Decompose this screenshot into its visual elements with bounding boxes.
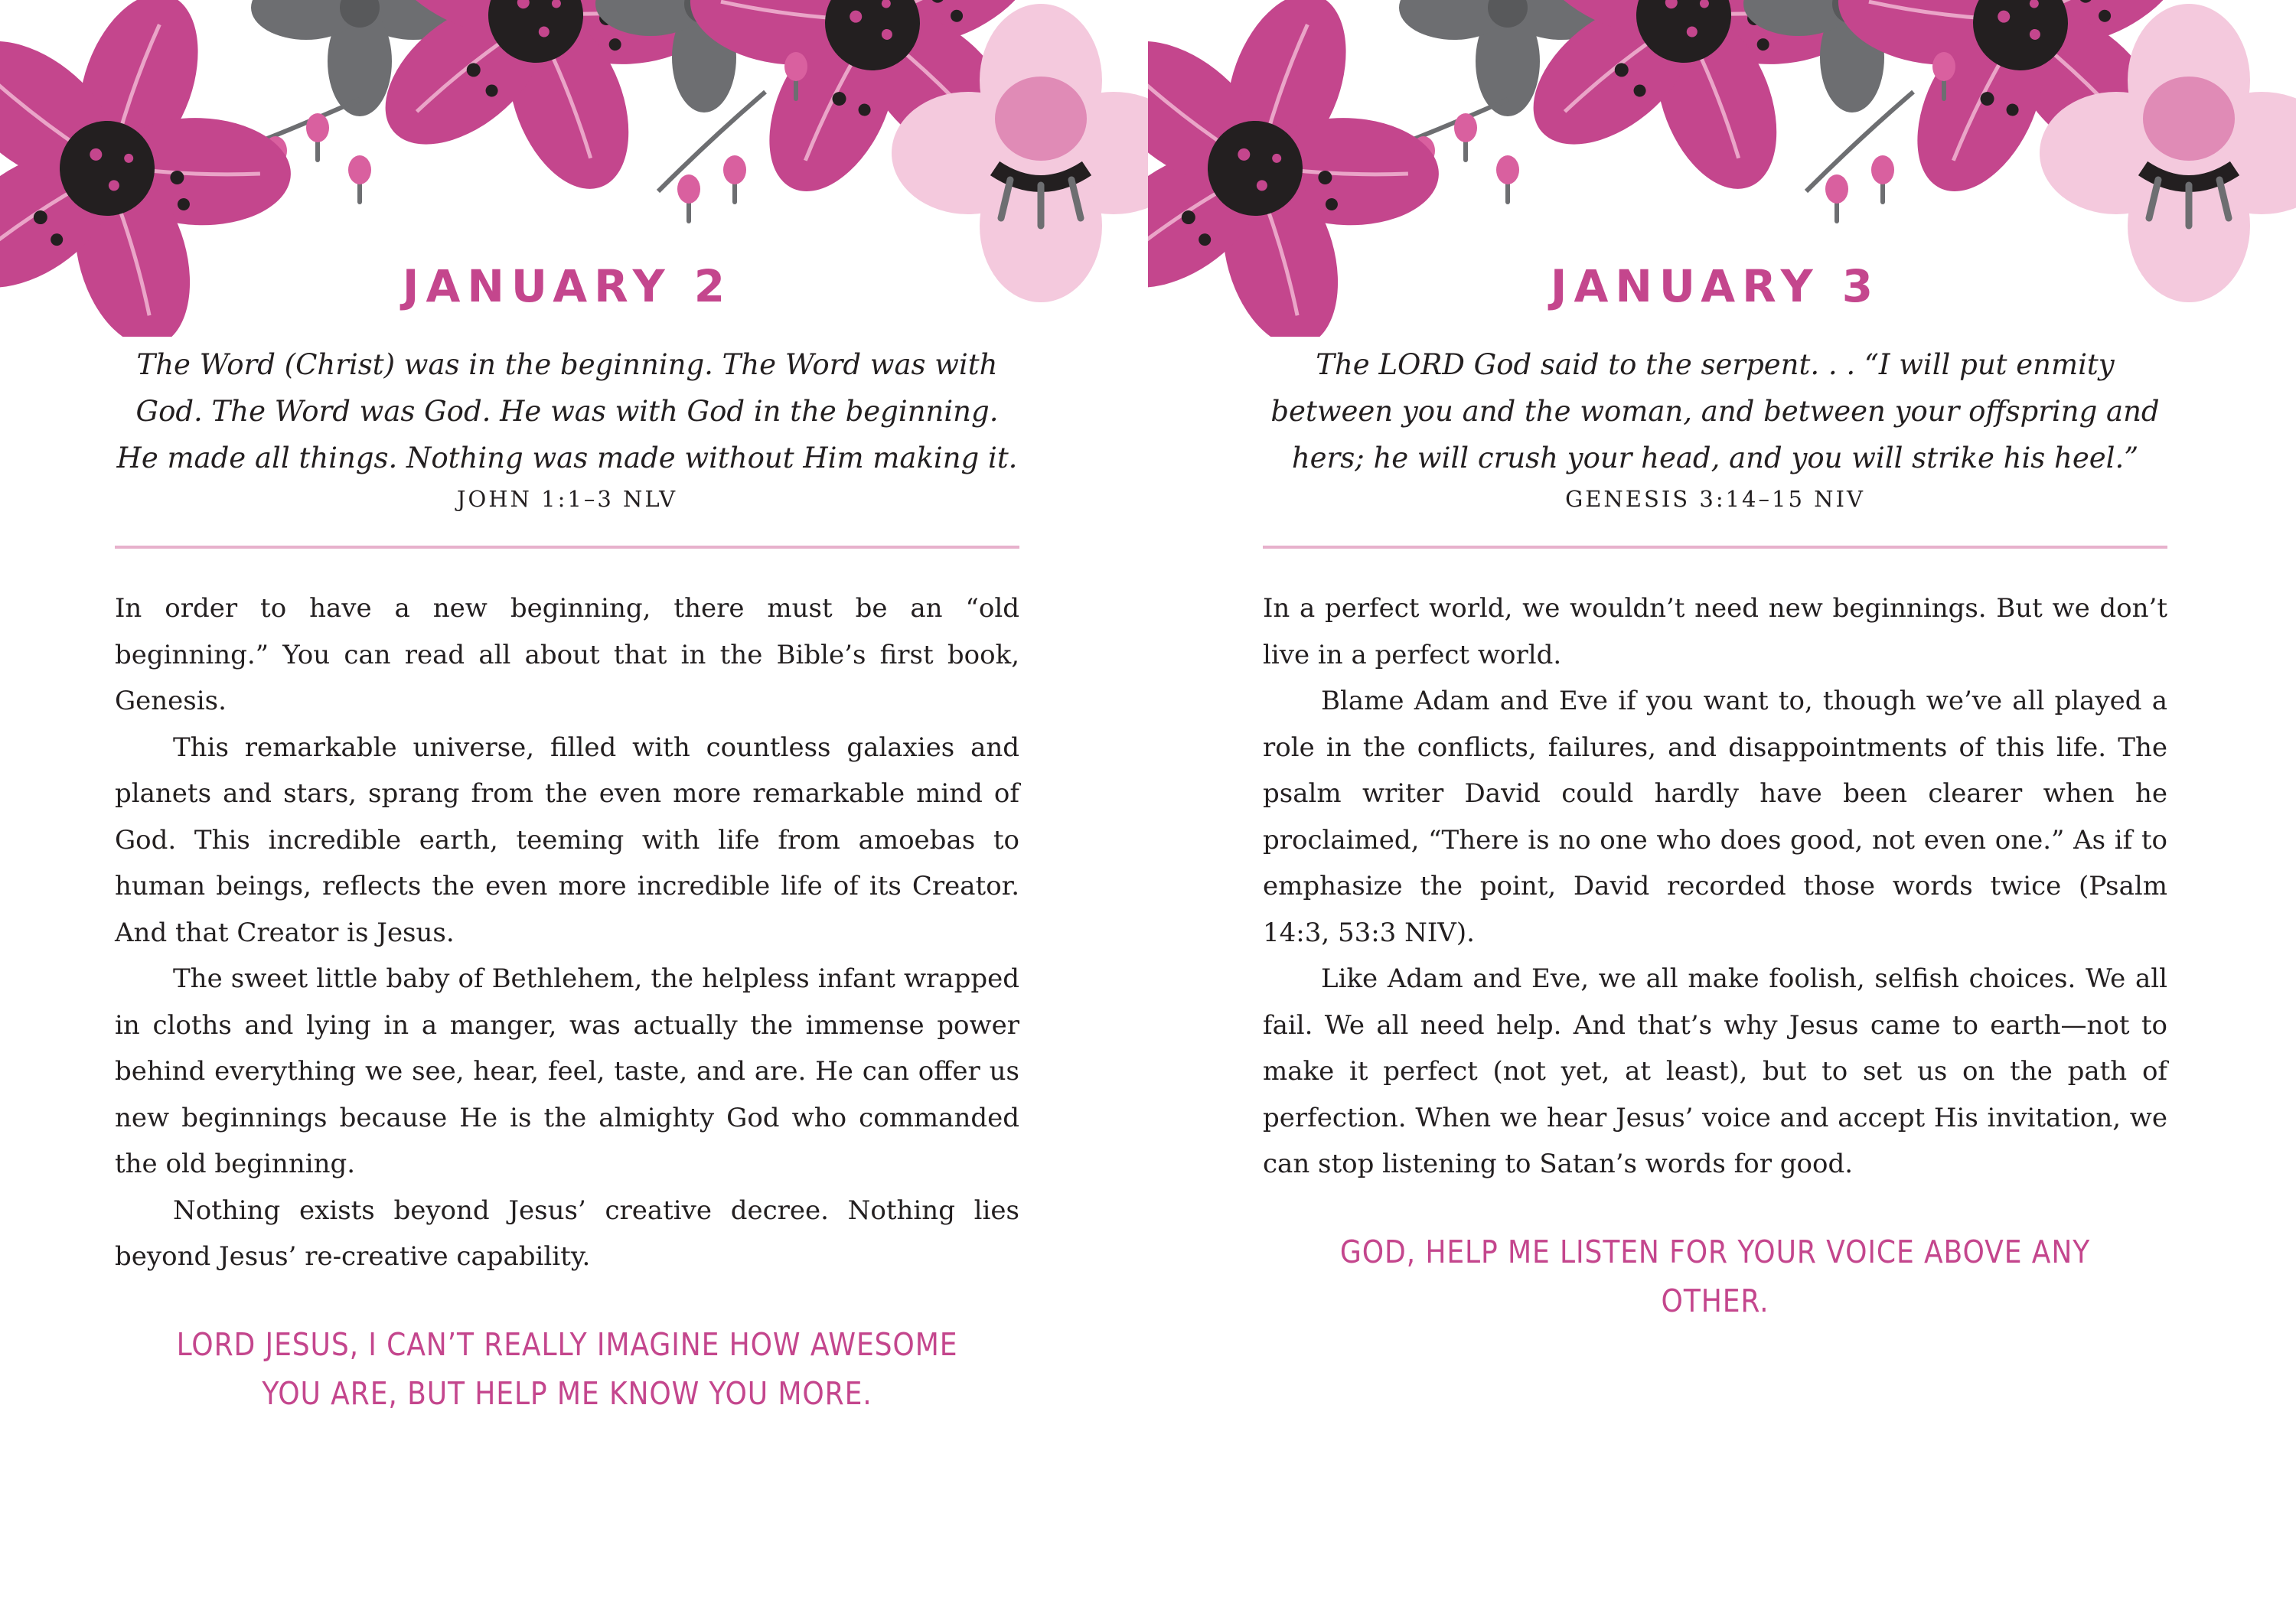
scripture-reference: JOHN 1:1–3 NLV — [456, 486, 678, 512]
body-paragraph: In a perfect world, we wouldn’t need new beginnings. But we don’t live in a perfect world. — [1263, 593, 2167, 670]
body-paragraph: Nothing exists beyond Jesus’ creative decree. Nothing lies beyond Jesus’ re-creative capability. — [115, 1195, 1019, 1272]
body-paragraph: The sweet little baby of Bethlehem, the helpless infant wrapped in cloths and lying in a manger, was actually the immense power behind everything we see, hear, feel, taste, and are. He can offer us new beginnings because He is the almighty God who commanded the old beginning. — [115, 963, 1019, 1179]
divider-rule — [1263, 546, 2167, 549]
closing-prayer: GOD, HELP ME LISTEN FOR YOUR VOICE ABOVE ANY OTHER. — [1339, 1233, 2091, 1319]
page-january-3 — [1148, 0, 2296, 1607]
closing-prayer: LORD JESUS, I CAN’T REALLY IMAGINE HOW AWESOME YOU ARE, BUT HELP ME KNOW YOU MORE. — [176, 1325, 958, 1412]
devotional-body — [115, 585, 1019, 1280]
scripture-verse: The Word (Christ) was in the beginning. The Word was with God. The Word was God. He was with God in the beginning. He made all things. Nothing was made without Him making it. — [116, 348, 1018, 474]
body-paragraph: This remarkable universe, filled with countless galaxies and planets and stars, sprang from the even more remarkable mind of God. This incredible earth, teeming with life from amoebas to human beings, reflects the even more incredible life of its Creator. And that Creator is Jesus. — [115, 732, 1019, 948]
scripture-reference: GENESIS 3:14–15 NIV — [1565, 486, 1865, 512]
devotional-body — [1263, 585, 2167, 1188]
day-title: JANUARY 3 — [1550, 260, 1880, 312]
body-paragraph: In order to have a new beginning, there must be an “old beginning.” You can read all about that in the Bible’s first book, Genesis. — [115, 593, 1019, 716]
devotional-content — [115, 260, 1019, 1418]
body-paragraph: Blame Adam and Eve if you want to, though we’ve all played a role in the conflicts, failures, and disappointments of this life. The psalm writer David could hardly have been clearer when he proclaimed, “There is no one who does good, not even one.” As if to emphasize the point, David recorded those words twice (Psalm 14:3, 53:3 NIV). — [1263, 686, 2167, 948]
day-title: JANUARY 2 — [402, 260, 732, 312]
devotional-content — [1263, 260, 2167, 1325]
body-paragraph: Like Adam and Eve, we all make foolish, selfish choices. We all fail. We all need help. And that’s why Jesus came to earth—not to make it perfect (not yet, at least), but to set us on the path of perfection. When we hear Jesus’ voice and accept His invitation, we can stop listening to Satan’s words for good. — [1263, 963, 2167, 1179]
divider-rule — [115, 546, 1019, 549]
scripture-verse: The LORD God said to the serpent. . . “I will put enmity between you and the woman, and between your offspring and hers; he will crush your head, and you will strike his heel.” — [1270, 348, 2160, 474]
